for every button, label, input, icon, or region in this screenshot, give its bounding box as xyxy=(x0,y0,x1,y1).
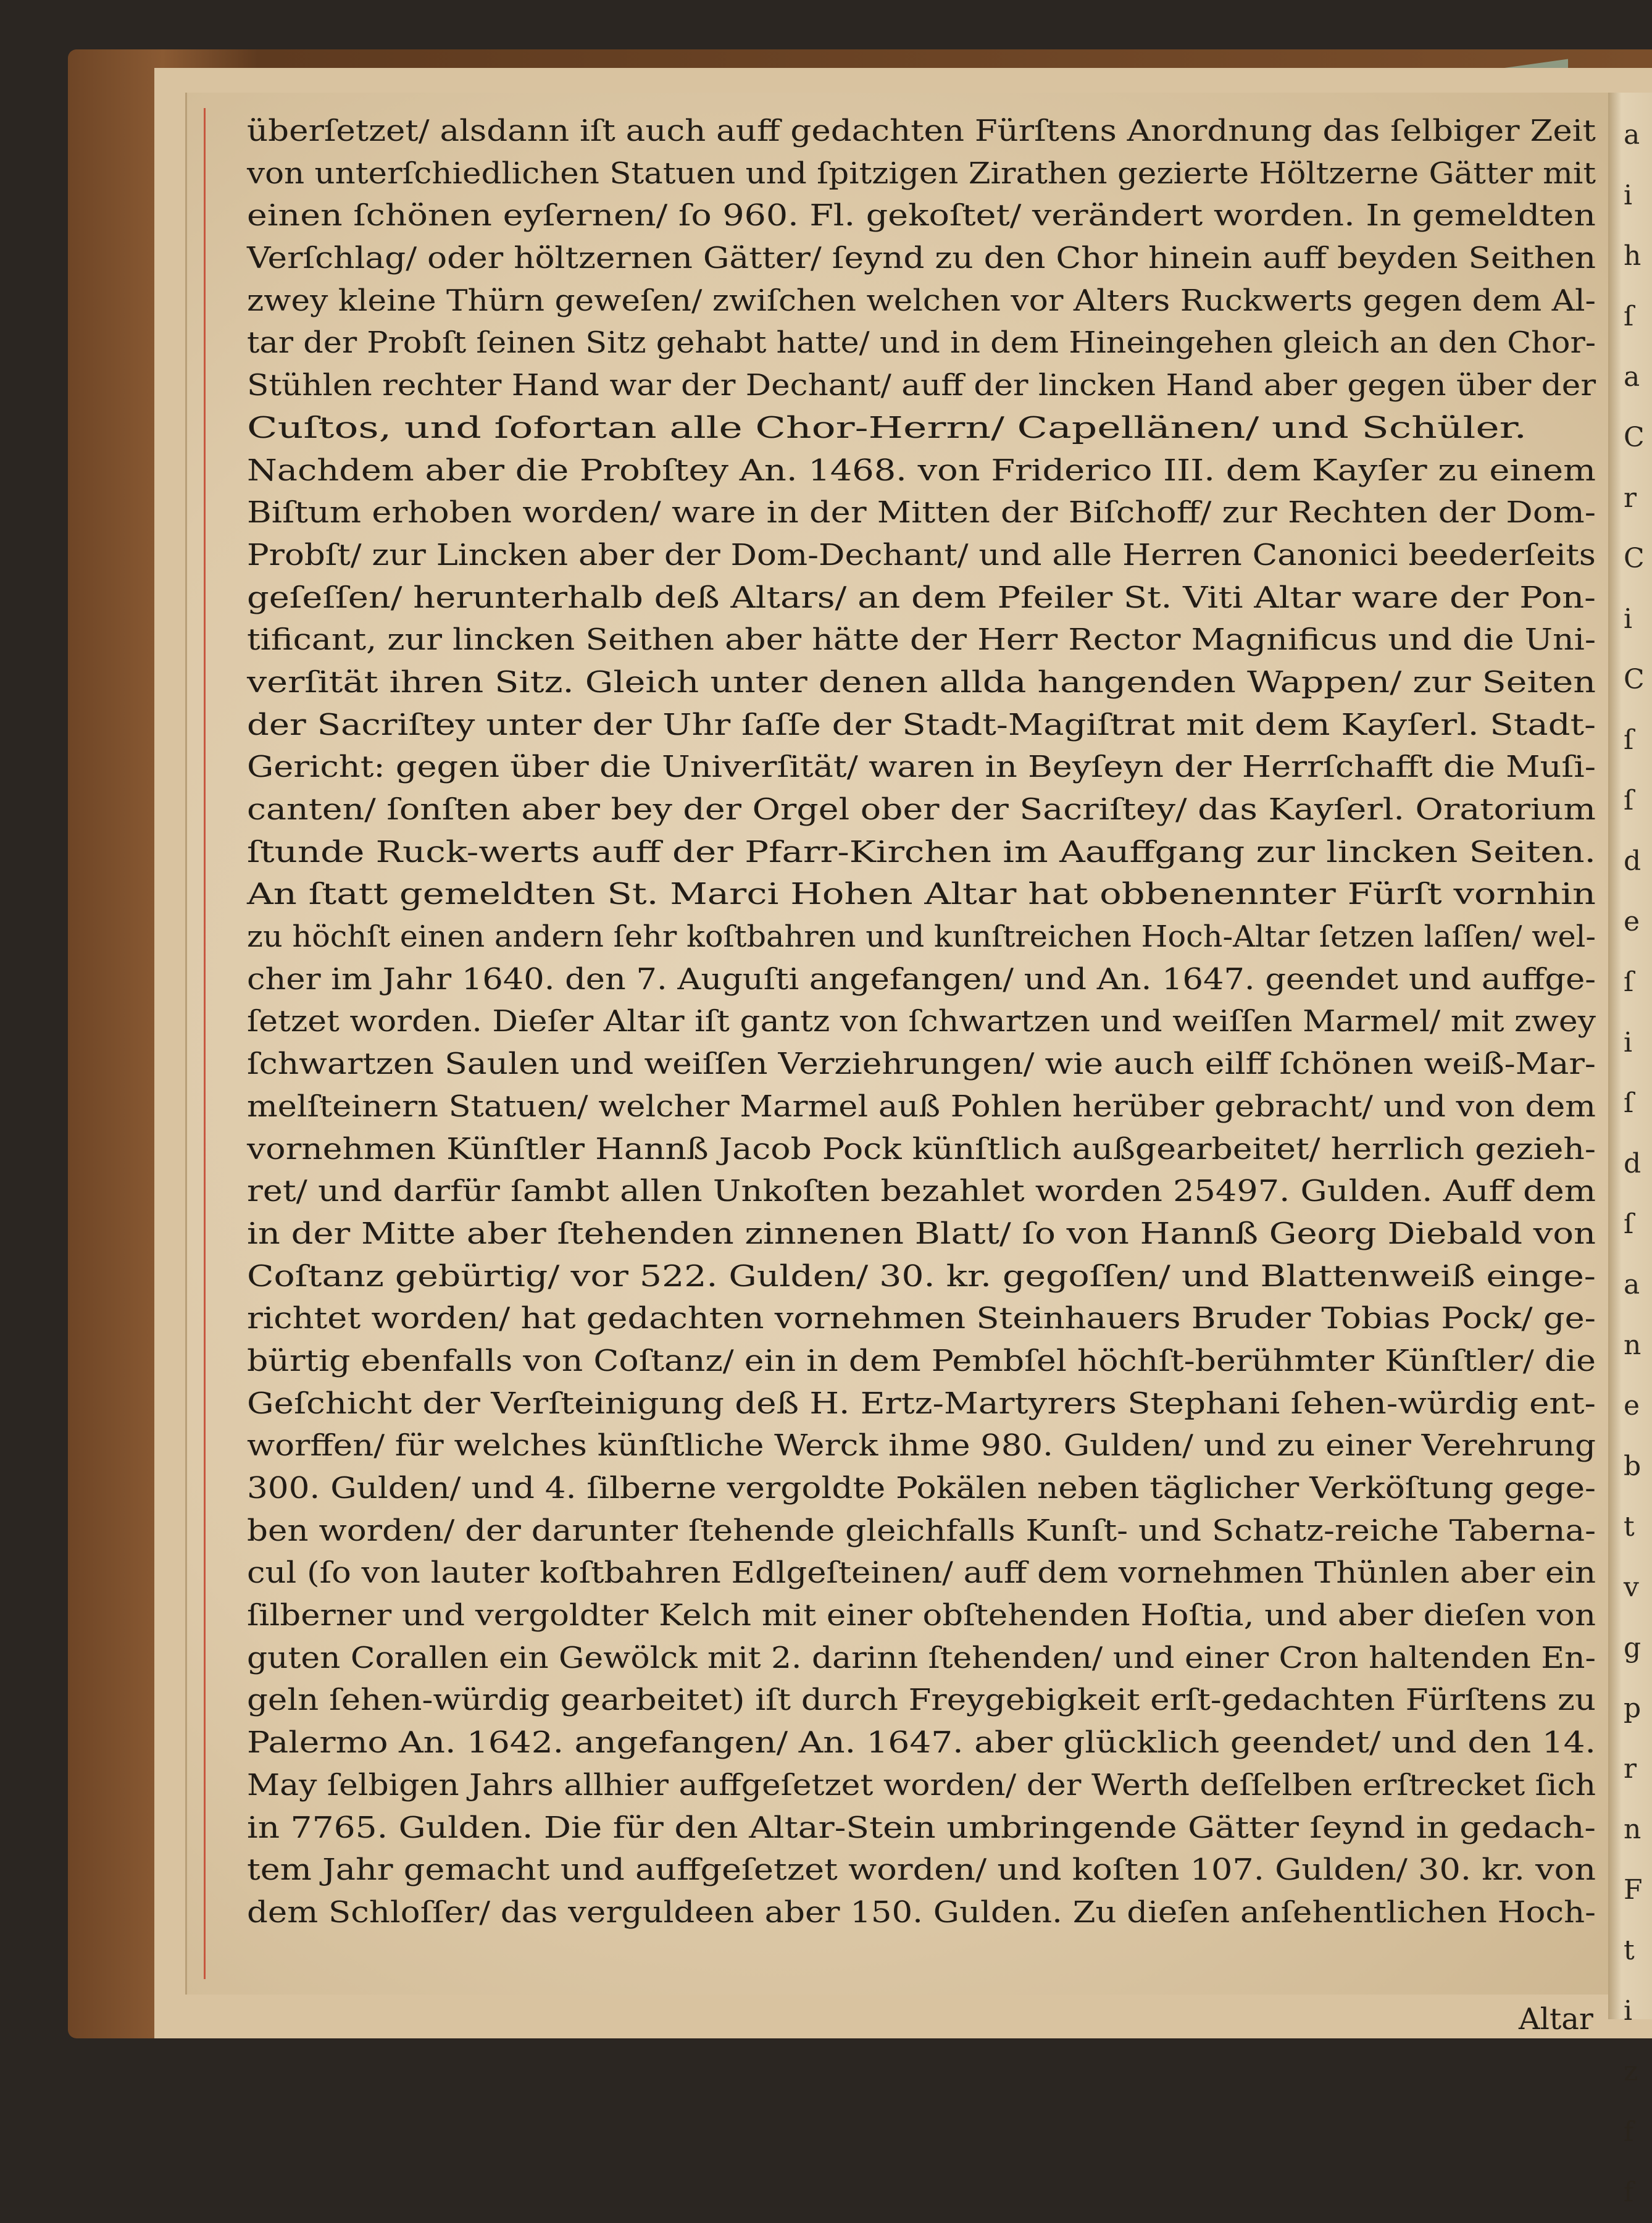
fragment-glyph: f xyxy=(1624,2177,1634,2208)
text-line xyxy=(247,1764,1596,1807)
text-line xyxy=(247,661,1596,704)
text-line xyxy=(247,1170,1596,1213)
facing-page-fragment xyxy=(1624,105,1652,2223)
fragment-glyph: e xyxy=(1624,906,1640,937)
text-line xyxy=(247,237,1596,280)
fragment-glyph: z xyxy=(1624,2056,1638,2087)
fragment-glyph: n xyxy=(1624,1329,1642,1361)
text-line xyxy=(247,1552,1596,1594)
fragment-glyph: p xyxy=(1624,1693,1642,1724)
text-line xyxy=(247,1510,1596,1552)
text-line-content: Cuſtos, und ſofortan alle Chor-Herrn/ Capellänen/ und Schüler. xyxy=(247,410,1527,445)
text-line xyxy=(247,450,1596,492)
text-line-content: zwey kleine Thürn geweſen/ zwiſchen welchen vor Alters Ruckwerts gegen dem Al- xyxy=(247,283,1596,318)
fragment-glyph: i xyxy=(1624,603,1633,635)
fragment-glyph: i xyxy=(1624,1027,1633,1058)
text-line xyxy=(247,1891,1596,1934)
text-line-content: canten/ ſonſten aber bey der Orgel ober der Sacriſtey/ das Kayſerl. Oratorium xyxy=(247,792,1596,827)
text-line-content: überſetzet/ alsdann iſt auch auff gedachten Fürſtens Anordnung das ſelbiger Zeit xyxy=(247,114,1596,148)
text-line-content: vornehmen Künſtler Hannß Jacob Pock künſtlich außgearbeitet/ herrlich gezieh- xyxy=(247,1131,1596,1166)
text-line xyxy=(247,280,1596,322)
text-line-content: geſeſſen/ herunterhalb deß Altars/ an dem Pfeiler St. Viti Altar ware der Pon- xyxy=(247,580,1596,615)
text-line-content: Nachdem aber die Probſtey An. 1468. von Friderico III. dem Kayſer zu einem xyxy=(247,453,1596,488)
text-line-content: Gericht: gegen über die Univerſität/ waren in Beyſeyn der Herrſchafft die Muſi- xyxy=(247,750,1596,785)
text-line xyxy=(247,577,1596,619)
text-line-content: in der Mitte aber ſtehenden zinnenen Blatt/ ſo von Hannß Georg Diebald von xyxy=(247,1216,1596,1251)
text-line xyxy=(247,958,1596,1001)
text-line-content: Coſtanz gebürtig/ vor 522. Gulden/ 30. kr. gegoſſen/ und Blattenweiß einge- xyxy=(247,1258,1596,1294)
fragment-glyph: C xyxy=(1624,422,1645,453)
text-line xyxy=(247,1213,1596,1255)
text-line-content: Stühlen rechter Hand war der Dechant/ auff der lincken Hand aber gegen über der xyxy=(247,368,1596,403)
text-line xyxy=(247,1849,1596,1891)
page-text xyxy=(247,110,1596,1934)
text-line xyxy=(247,153,1596,195)
text-line xyxy=(247,704,1596,747)
text-line xyxy=(247,1807,1596,1849)
text-line xyxy=(247,364,1596,407)
text-line-content: 300. Gulden/ und 4. ſilberne vergoldte Pokälen neben täglicher Verköſtung gege- xyxy=(247,1471,1596,1505)
text-line xyxy=(247,789,1596,831)
fragment-glyph: a xyxy=(1624,361,1640,393)
text-line-content: einen ſchönen eyſernen/ ſo 960. Fl. gekoſtet/ verändert worden. In gemeldten xyxy=(247,198,1596,233)
fragment-glyph: F xyxy=(1624,1874,1643,1906)
fragment-glyph: r xyxy=(1624,482,1637,514)
fragment-glyph: a xyxy=(1624,119,1640,151)
text-line-content: ſchwartzen Saulen und weiſſen Verziehrungen/ wie auch eilff ſchönen weiß-Mar- xyxy=(247,1047,1596,1082)
text-line-content: von unterſchiedlichen Statuen und ſpitzigen Zirathen gezierte Höltzerne Gätter mit xyxy=(247,156,1596,191)
text-line-content: melſteinern Statuen/ welcher Marmel auß Pohlen herüber gebracht/ und von dem xyxy=(247,1089,1596,1124)
text-line xyxy=(247,1637,1596,1680)
text-line-content: bürtig ebenfalls von Coſtanz/ ein in dem Pembſel höchſt-berühmter Künſtler/ die xyxy=(247,1343,1596,1378)
fragment-glyph: n xyxy=(1624,1814,1642,1845)
text-line-content: richtet worden/ hat gedachten vornehmen Steinhauers Bruder Tobias Pock/ ge- xyxy=(247,1301,1596,1336)
red-margin-rule xyxy=(204,108,206,1979)
fragment-glyph: i xyxy=(1624,1995,1633,2027)
fragment-glyph: C xyxy=(1624,664,1645,695)
text-line xyxy=(247,619,1596,661)
text-line-content: May ſelbigen Jahrs allhier auffgeſetzet worden/ der Werth deſſelben erſtrecket ſich xyxy=(247,1767,1596,1802)
text-line xyxy=(247,1425,1596,1467)
fragment-glyph: r xyxy=(1624,1753,1637,1785)
text-line xyxy=(247,831,1596,874)
text-line-content: Verſchlag/ oder höltzernen Gätter/ ſeynd zu den Chor hinein auff beyden Seithen xyxy=(247,241,1596,276)
text-line-content: Palermo An. 1642. angefangen/ An. 1647. aber glücklich geendet/ und den 14. xyxy=(247,1725,1596,1760)
catchword: Altar xyxy=(1519,2002,1593,2037)
text-line-content: cul (ſo von lauter koſtbahren Edlgeſteinen/ auff dem vornehmen Thünlen aber ein xyxy=(247,1555,1596,1591)
text-line xyxy=(247,195,1596,237)
text-line-content: zu höchſt einen andern ſehr koſtbahren und kunſtreichen Hoch-Altar ſetzen laſſen/ wel- xyxy=(247,919,1596,955)
text-line xyxy=(247,1297,1596,1340)
text-line-content: ben worden/ der darunter ſtehende gleichfalls Kunſt- und Schatz-reiche Taberna- xyxy=(247,1513,1596,1548)
fragment-glyph: ſ xyxy=(1624,966,1634,998)
text-line-content: Probſt/ zur Lincken aber der Dom-Dechant/ und alle Herren Canonici beederſeits xyxy=(247,537,1596,572)
fragment-glyph: C xyxy=(1624,543,1645,574)
text-line-content: guten Corallen ein Gewölck mit 2. darinn ſtehenden/ und einer Cron haltenden En- xyxy=(247,1640,1596,1675)
text-line xyxy=(247,1679,1596,1722)
fragment-glyph: f xyxy=(1624,2116,1634,2148)
fragment-glyph: b xyxy=(1624,1451,1642,1482)
text-line xyxy=(247,1383,1596,1425)
text-line xyxy=(247,873,1596,916)
text-line xyxy=(247,534,1596,577)
fragment-glyph: ſ xyxy=(1624,785,1634,816)
text-line-content: ſilberner und vergoldter Kelch mit einer obſtehenden Hoſtia, und aber dieſen von xyxy=(247,1598,1596,1633)
text-line xyxy=(247,1467,1596,1510)
fragment-glyph: ſ xyxy=(1624,1208,1634,1240)
fragment-glyph: t xyxy=(1624,1935,1635,1966)
text-line xyxy=(247,1000,1596,1043)
fragment-glyph: ſ xyxy=(1624,724,1634,756)
text-line-content: verſität ihren Sitz. Gleich unter denen allda hangenden Wappen/ zur Seiten xyxy=(247,664,1596,700)
text-line-content: worffen/ für welches künſtliche Werck ihme 980. Gulden/ und zu einer Verehrung xyxy=(247,1428,1596,1463)
text-line-content: ret/ und darfür ſambt allen Unkoſten bezahlet worden 25497. Gulden. Auff dem xyxy=(247,1174,1596,1209)
text-line xyxy=(247,746,1596,789)
text-line-content: ſtunde Ruck-werts auff der Pfarr-Kirchen im Aauffgang zur lincken Seiten. xyxy=(247,834,1596,869)
text-line xyxy=(247,110,1596,153)
text-line-content: tificant, zur lincken Seithen aber hätte der Herr Rector Magnificus und die Uni- xyxy=(247,622,1596,658)
text-line xyxy=(247,1722,1596,1764)
fragment-glyph: v xyxy=(1624,1572,1639,1603)
text-line xyxy=(247,492,1596,534)
fragment-glyph: i xyxy=(1624,180,1633,211)
text-line-content: der Sacriſtey unter der Uhr ſaſſe der Stadt-Magiſtrat mit dem Kayſerl. Stadt- xyxy=(247,707,1596,742)
text-line-content: geln ſehen-würdig gearbeitet) iſt durch Freygebigkeit erſt-gedachten Fürſtens zu xyxy=(247,1683,1596,1718)
text-line xyxy=(247,916,1596,958)
text-line-content: tar der Probſt ſeinen Sitz gehabt hatte/ und in dem Hineingehen gleich an den Chor- xyxy=(247,325,1596,361)
fragment-glyph: d xyxy=(1624,1148,1642,1179)
text-line xyxy=(247,1128,1596,1171)
text-line-content: Biſtum erhoben worden/ ware in der Mitten der Biſchoff/ zur Rechten der Dom- xyxy=(247,495,1596,530)
text-line xyxy=(247,1086,1596,1128)
text-line-content: ſetzet worden. Dieſer Altar iſt gantz von ſchwartzen und weiſſen Marmel/ mit zwey xyxy=(247,1004,1596,1039)
fragment-glyph: h xyxy=(1624,240,1642,272)
text-line-content: tem Jahr gemacht und auffgeſetzet worden/ und koſten 107. Gulden/ 30. kr. von xyxy=(247,1853,1596,1888)
fragment-glyph: g xyxy=(1624,1632,1642,1664)
fragment-glyph: ſ xyxy=(1624,1087,1634,1119)
text-line xyxy=(247,1594,1596,1637)
text-line xyxy=(247,1043,1596,1086)
fragment-glyph: ſ xyxy=(1624,301,1634,332)
text-line-content: in 7765. Gulden. Die für den Altar-Stein umbringende Gätter ſeynd in gedach- xyxy=(247,1810,1596,1845)
text-line xyxy=(247,1340,1596,1383)
fragment-glyph: a xyxy=(1624,1269,1640,1300)
fragment-glyph: d xyxy=(1624,845,1642,877)
text-line-content: cher im Jahr 1640. den 7. Auguſti angefangen/ und An. 1647. geendet und auffge- xyxy=(247,961,1596,997)
text-line xyxy=(247,407,1596,450)
fragment-glyph: e xyxy=(1624,1390,1640,1421)
text-line xyxy=(247,1255,1596,1298)
text-line-content: An ſtatt gemeldten St. Marci Hohen Altar hat obbenennter Fürſt vornhin xyxy=(247,877,1596,912)
text-line-content: Geſchicht der Verſteinigung deß H. Ertz-Martyrers Stephani ſehen-würdig ent- xyxy=(247,1386,1596,1421)
text-line-content: dem Schloſſer/ das verguldeen aber 150. Gulden. Zu dieſen anſehentlichen Hoch- xyxy=(247,1894,1596,1930)
text-line xyxy=(247,322,1596,364)
fragment-glyph: t xyxy=(1624,1511,1635,1543)
